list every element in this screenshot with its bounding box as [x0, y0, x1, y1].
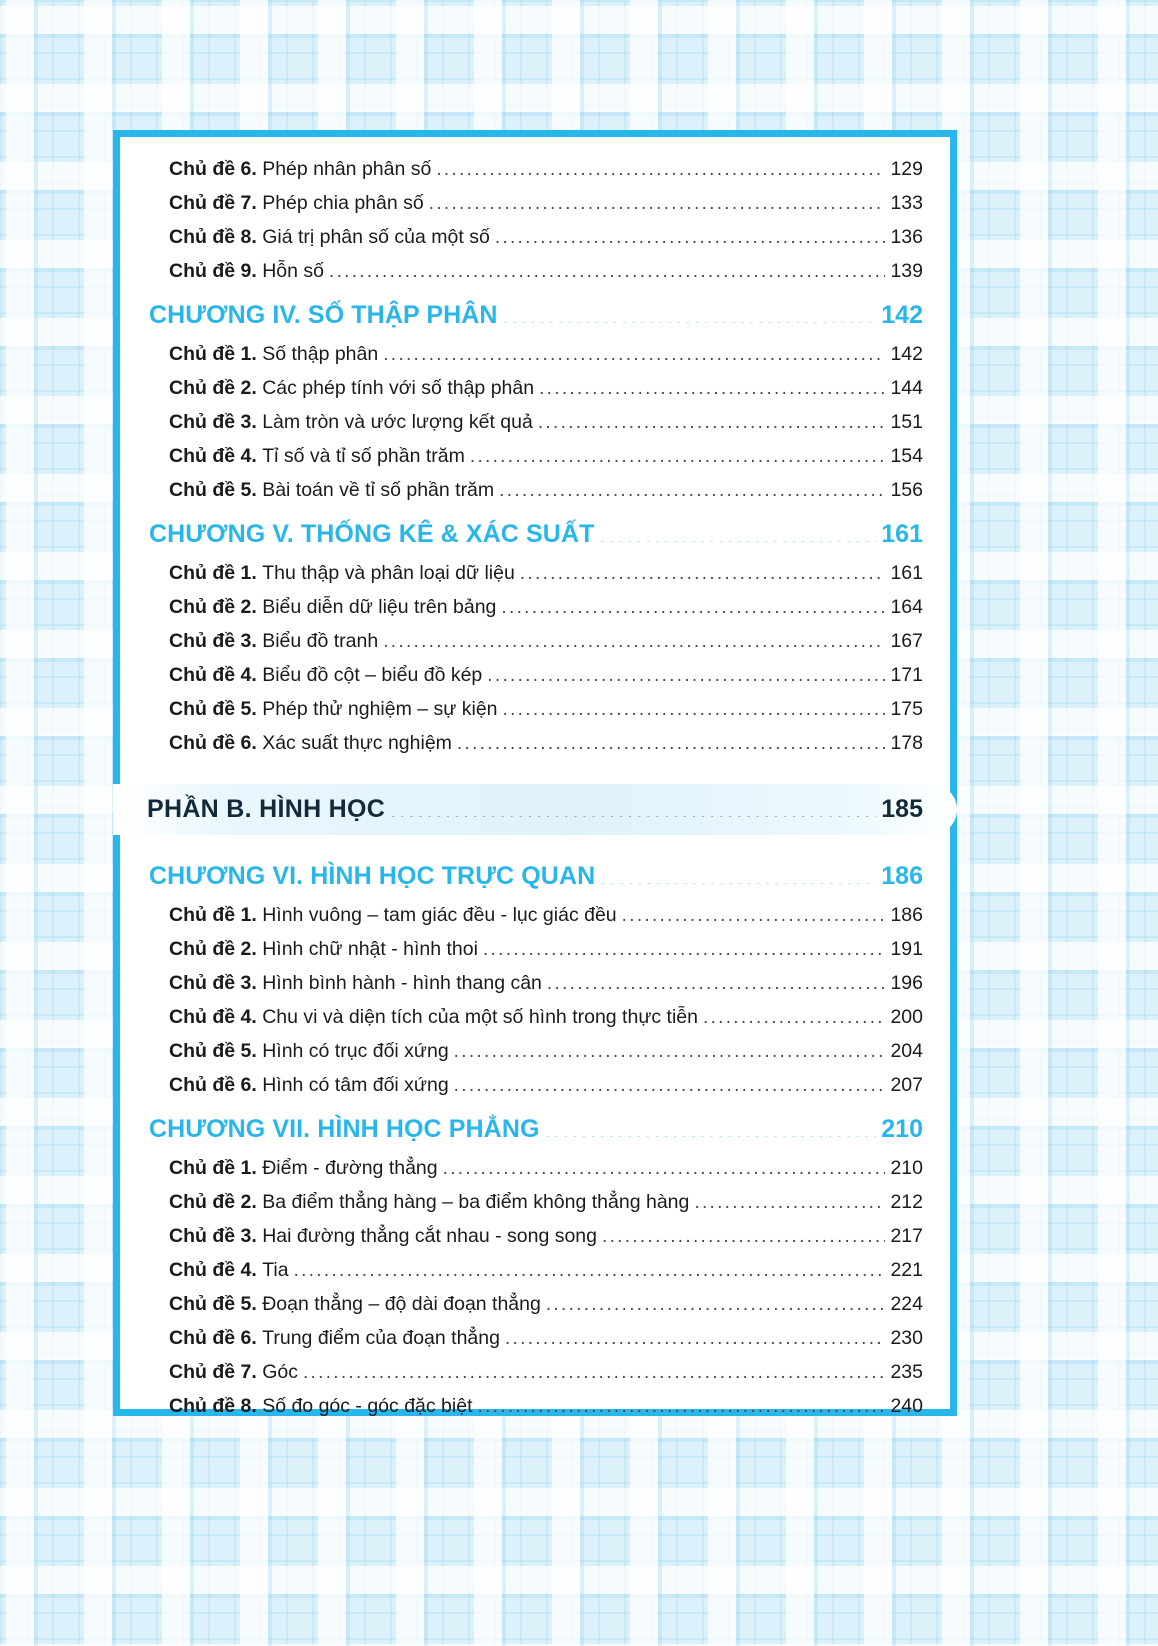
toc-page-number: 224 — [890, 1292, 923, 1315]
toc-chapter-title: CHƯƠNG IV. SỐ THẬP PHÂN — [149, 301, 498, 329]
toc-chapter-page-number: 161 — [881, 520, 923, 548]
toc-topic-title: Xác suất thực nghiệm — [262, 731, 452, 754]
toc-topic-title: Thu thập và phân loại dữ liệu — [262, 561, 515, 584]
toc-topic-row[interactable] — [169, 439, 923, 473]
toc-chapter-row — [149, 862, 923, 891]
toc-topic-row[interactable] — [169, 556, 923, 590]
toc-page-number: 161 — [890, 561, 923, 584]
toc-chapter-page-number: 210 — [881, 1115, 923, 1143]
toc-part-page-number: 185 — [881, 795, 923, 823]
toc-topic-label: Chủ đề 6. — [169, 1326, 257, 1349]
toc-leader-dots — [520, 564, 886, 584]
toc-topic-label: Chủ đề 9. — [169, 259, 257, 282]
toc-chapter-row — [149, 301, 923, 330]
toc-topic-row[interactable] — [169, 624, 923, 658]
toc-part-title: PHẦN B. HÌNH HỌC — [147, 795, 386, 823]
toc-page-number: 167 — [890, 629, 923, 652]
toc-topic-label: Chủ đề 1. — [169, 561, 257, 584]
toc-leader-dots — [383, 345, 885, 365]
toc-topic-title: Số đo góc - góc đặc biệt — [262, 1394, 473, 1417]
toc-topic-row[interactable] — [169, 898, 923, 932]
toc-chapter-title: CHƯƠNG VI. HÌNH HỌC TRỰC QUAN — [149, 862, 596, 890]
toc-page-number: 142 — [890, 342, 923, 365]
toc-topic-label: Chủ đề 3. — [169, 629, 257, 652]
toc-leader-dots — [538, 413, 886, 433]
toc-topic-label: Chủ đề 5. — [169, 1039, 257, 1062]
toc-chapter[interactable] — [149, 507, 923, 556]
toc-leader-dots — [501, 598, 885, 618]
toc-leader-dots — [539, 379, 885, 399]
toc-topic-label: Chủ đề 5. — [169, 478, 257, 501]
toc-leader-dots — [622, 906, 886, 926]
toc-chapter-row — [149, 520, 923, 549]
toc-topic-label: Chủ đề 4. — [169, 1005, 257, 1028]
toc-topic-title: Phép nhân phân số — [262, 157, 432, 180]
toc-page-number: 210 — [890, 1156, 923, 1179]
toc-leader-dots — [505, 1329, 885, 1349]
toc-topic-row[interactable] — [169, 1355, 923, 1389]
toc-leader-dots — [436, 160, 885, 180]
toc-topic-title: Hai đường thẳng cắt nhau - song song — [262, 1224, 598, 1247]
toc-leader-dots — [703, 1008, 885, 1028]
toc-page-number: 171 — [890, 663, 923, 686]
toc-topic-row[interactable] — [169, 1000, 923, 1034]
toc-chapter-title: CHƯƠNG V. THỐNG KÊ & XÁC SUẤT — [149, 520, 595, 548]
toc-leader-dots — [599, 526, 876, 542]
toc-topic-title: Phép chia phân số — [262, 191, 424, 214]
toc-page-number: 178 — [890, 731, 923, 754]
toc-topic-title: Phép thử nghiệm – sự kiện — [262, 697, 498, 720]
toc-leader-dots — [547, 974, 886, 994]
toc-topic-title: Biểu đồ tranh — [262, 629, 379, 652]
toc-topic-label: Chủ đề 2. — [169, 595, 257, 618]
toc-topic-title: Hình chữ nhật - hình thoi — [262, 937, 478, 960]
toc-topic-title: Chu vi và diện tích của một số hình trong thực tiễn — [262, 1005, 698, 1028]
toc-topic-row[interactable] — [169, 1389, 923, 1423]
toc-chapter[interactable] — [149, 1102, 923, 1151]
toc-topic-title: Các phép tính với số thập phân — [262, 376, 535, 399]
toc-page-number: 207 — [890, 1073, 923, 1096]
toc-leader-dots — [503, 307, 877, 323]
toc-page-number: 212 — [890, 1190, 923, 1213]
toc-topic-label: Chủ đề 4. — [169, 444, 257, 467]
toc-page-number: 240 — [890, 1394, 923, 1417]
toc-leader-dots — [495, 228, 886, 248]
toc-page-number: 186 — [890, 903, 923, 926]
toc-topic-label: Chủ đề 6. — [169, 157, 257, 180]
toc-leader-dots — [294, 1261, 886, 1281]
toc-topic-label: Chủ đề 5. — [169, 697, 257, 720]
toc-topic-row[interactable] — [169, 658, 923, 692]
toc-topic-row[interactable] — [169, 1068, 923, 1102]
toc-topic-title: Góc — [262, 1360, 298, 1383]
toc-page-number: 217 — [890, 1224, 923, 1247]
toc-topic-title: Hình bình hành - hình thang cân — [262, 971, 542, 994]
toc-page-number: 154 — [890, 444, 923, 467]
toc-topic-label: Chủ đề 6. — [169, 731, 257, 754]
toc-topic-label: Chủ đề 3. — [169, 971, 257, 994]
toc-page-number: 164 — [890, 595, 923, 618]
toc-topic-label: Chủ đề 4. — [169, 1258, 257, 1281]
toc-leader-dots — [383, 632, 885, 652]
toc-chapter-title: CHƯƠNG VII. HÌNH HỌC PHẲNG — [149, 1115, 540, 1143]
toc-chapter[interactable] — [149, 849, 923, 898]
toc-page-number: 235 — [890, 1360, 923, 1383]
toc-leader-dots — [503, 700, 886, 720]
toc-page-number: 175 — [890, 697, 923, 720]
toc-topic-label: Chủ đề 4. — [169, 663, 257, 686]
toc-topic-label: Chủ đề 1. — [169, 903, 257, 926]
toc-page-number: 221 — [890, 1258, 923, 1281]
toc-leader-dots — [443, 1159, 886, 1179]
toc-topic-label: Chủ đề 2. — [169, 937, 257, 960]
toc-page-number: 230 — [890, 1326, 923, 1349]
toc-leader-dots — [303, 1363, 886, 1383]
toc-topic-label: Chủ đề 3. — [169, 410, 257, 433]
toc-page-number: 200 — [890, 1005, 923, 1028]
toc-leader-dots — [602, 1227, 885, 1247]
toc-leader-dots — [499, 481, 885, 501]
toc-chapter-row — [149, 1115, 923, 1144]
toc-topic-row[interactable] — [169, 405, 923, 439]
toc-topic-row[interactable] — [169, 1219, 923, 1253]
toc-topic-row[interactable] — [169, 1321, 923, 1355]
toc-topic-row[interactable] — [169, 1287, 923, 1321]
toc-topic-title: Đoạn thẳng – độ dài đoạn thẳng — [262, 1292, 541, 1315]
toc-topic-title: Biểu diễn dữ liệu trên bảng — [262, 595, 497, 618]
toc-leader-dots — [454, 1076, 886, 1096]
toc-leader-dots — [470, 447, 886, 467]
toc-part-banner[interactable] — [113, 784, 957, 835]
toc-topic-title: Hỗn số — [262, 259, 324, 282]
toc-page-number: 204 — [890, 1039, 923, 1062]
toc-topic-row[interactable] — [169, 932, 923, 966]
toc-topic-row[interactable] — [169, 220, 923, 254]
toc-topic-label: Chủ đề 7. — [169, 191, 257, 214]
toc-topic-title: Điểm - đường thẳng — [262, 1156, 438, 1179]
toc-topic-title: Trung điểm của đoạn thẳng — [262, 1326, 500, 1349]
toc-chapter-page-number: 142 — [881, 301, 923, 329]
toc-topic-title: Giá trị phân số của một số — [262, 225, 490, 248]
toc-topic-row[interactable] — [169, 254, 923, 288]
toc-topic-row[interactable] — [169, 726, 923, 760]
toc-page-number: 139 — [890, 259, 923, 282]
toc-topic-title: Hình vuông – tam giác đều - lục giác đều — [262, 903, 617, 926]
toc-topic-label: Chủ đề 7. — [169, 1360, 257, 1383]
toc-page-number: 196 — [890, 971, 923, 994]
toc-topic-title: Bài toán về tỉ số phần trăm — [262, 478, 495, 501]
toc-page-number: 144 — [890, 376, 923, 399]
toc-topic-label: Chủ đề 8. — [169, 225, 257, 248]
toc-topic-title: Biểu đồ cột – biểu đồ kép — [262, 663, 483, 686]
toc-topic-label: Chủ đề 6. — [169, 1073, 257, 1096]
toc-topic-row[interactable] — [169, 186, 923, 220]
toc-topic-label: Chủ đề 1. — [169, 1156, 257, 1179]
toc-topic-title: Tỉ số và tỉ số phần trăm — [262, 444, 465, 467]
toc-page-number: 191 — [890, 937, 923, 960]
toc-topic-row[interactable] — [169, 1151, 923, 1185]
toc-page-number: 151 — [890, 410, 923, 433]
toc-topic-row[interactable] — [169, 337, 923, 371]
toc-topic-label: Chủ đề 1. — [169, 342, 257, 365]
toc-leader-dots — [454, 1042, 886, 1062]
toc-leader-dots — [329, 262, 885, 282]
toc-leader-dots — [546, 1295, 886, 1315]
toc-page-number: 129 — [890, 157, 923, 180]
toc-topic-row[interactable] — [169, 1034, 923, 1068]
toc-topic-title: Tia — [262, 1258, 289, 1281]
toc-topic-row[interactable] — [169, 692, 923, 726]
toc-topic-row[interactable] — [169, 1253, 923, 1287]
toc-leader-dots — [694, 1193, 885, 1213]
toc-topic-title: Ba điểm thẳng hàng – ba điểm không thẳng hàng — [262, 1190, 690, 1213]
table-of-contents — [113, 130, 957, 1416]
toc-leader-dots — [487, 666, 885, 686]
toc-topic-title: Hình có trục đối xứng — [262, 1039, 449, 1062]
toc-topic-row[interactable] — [169, 590, 923, 624]
toc-page-number: 156 — [890, 478, 923, 501]
toc-topic-label: Chủ đề 2. — [169, 376, 257, 399]
toc-topic-row[interactable] — [169, 966, 923, 1000]
toc-topic-row[interactable] — [169, 371, 923, 405]
toc-leader-dots — [390, 801, 876, 817]
toc-topic-row[interactable] — [169, 473, 923, 507]
toc-leader-dots — [483, 940, 885, 960]
toc-topic-label: Chủ đề 8. — [169, 1394, 257, 1417]
toc-leader-dots — [429, 194, 886, 214]
toc-topic-label: Chủ đề 5. — [169, 1292, 257, 1315]
toc-chapter[interactable] — [149, 288, 923, 337]
toc-leader-dots — [545, 1121, 877, 1137]
toc-topic-label: Chủ đề 2. — [169, 1190, 257, 1213]
toc-topic-row[interactable] — [169, 1185, 923, 1219]
toc-page-number: 136 — [890, 225, 923, 248]
toc-topic-label: Chủ đề 3. — [169, 1224, 257, 1247]
toc-part-row — [147, 795, 923, 824]
toc-leader-dots — [600, 868, 876, 884]
toc-leader-dots — [457, 734, 886, 754]
toc-chapter-page-number: 186 — [881, 862, 923, 890]
toc-page-number: 133 — [890, 191, 923, 214]
toc-topic-title: Số thập phân — [262, 342, 379, 365]
toc-topic-row[interactable] — [169, 152, 923, 186]
toc-topic-title: Hình có tâm đối xứng — [262, 1073, 449, 1096]
toc-leader-dots — [478, 1397, 886, 1417]
toc-topic-title: Làm tròn và ước lượng kết quả — [262, 410, 533, 433]
